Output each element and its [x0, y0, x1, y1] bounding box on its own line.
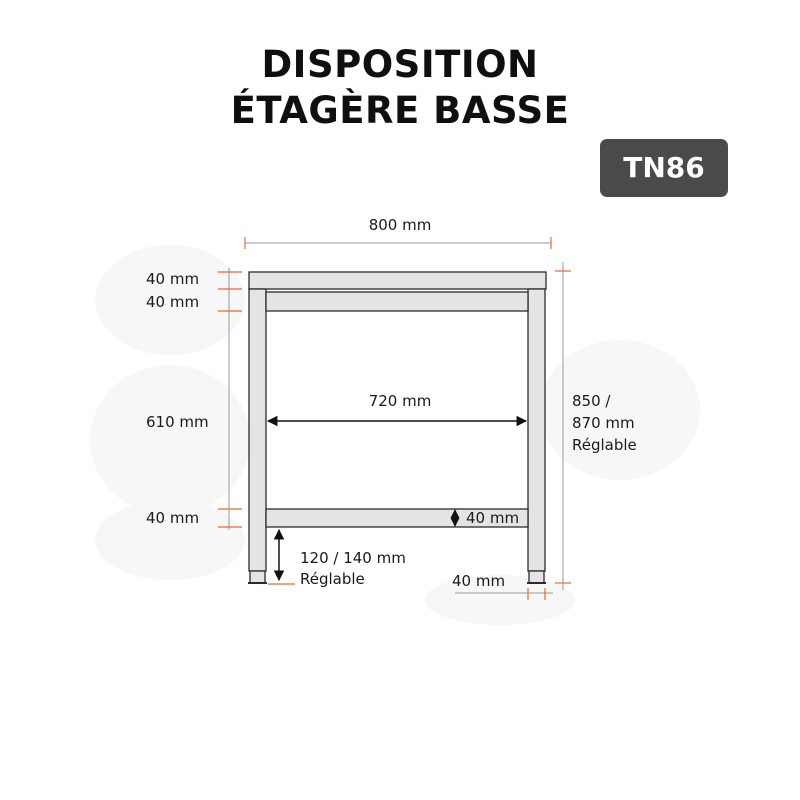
label-foot-height-2: Réglable: [300, 570, 365, 588]
table-frame: [248, 272, 546, 583]
label-shelf-thickness-left: 40 mm: [146, 509, 200, 527]
left-leg: [249, 289, 266, 571]
label-shelf-thickness-right: 40 mm: [466, 509, 520, 527]
label-total-height-1: 850 /: [572, 392, 611, 410]
label-width-total: 800 mm: [368, 216, 432, 234]
label-total-height-2: 870 mm: [572, 414, 635, 432]
label-foot-height-1: 120 / 140 mm: [300, 549, 406, 567]
label-leg-width: 40 mm: [452, 572, 506, 590]
table-top: [249, 272, 546, 289]
label-total-height-3: Réglable: [572, 436, 637, 454]
model-badge: TN86: [600, 139, 728, 197]
label-inner-width: 720 mm: [368, 392, 432, 410]
label-top-thickness: 40 mm: [146, 270, 200, 288]
title-line-1: DISPOSITION: [261, 43, 539, 86]
label-apron-height: 40 mm: [146, 293, 200, 311]
width-dimension-line: [245, 237, 551, 249]
title-line-2: ÉTAGÈRE BASSE: [230, 89, 570, 132]
apron-rail: [266, 292, 528, 311]
label-clear-height: 610 mm: [146, 413, 209, 431]
right-foot: [529, 571, 544, 583]
right-leg: [528, 289, 545, 571]
left-foot: [250, 571, 265, 583]
